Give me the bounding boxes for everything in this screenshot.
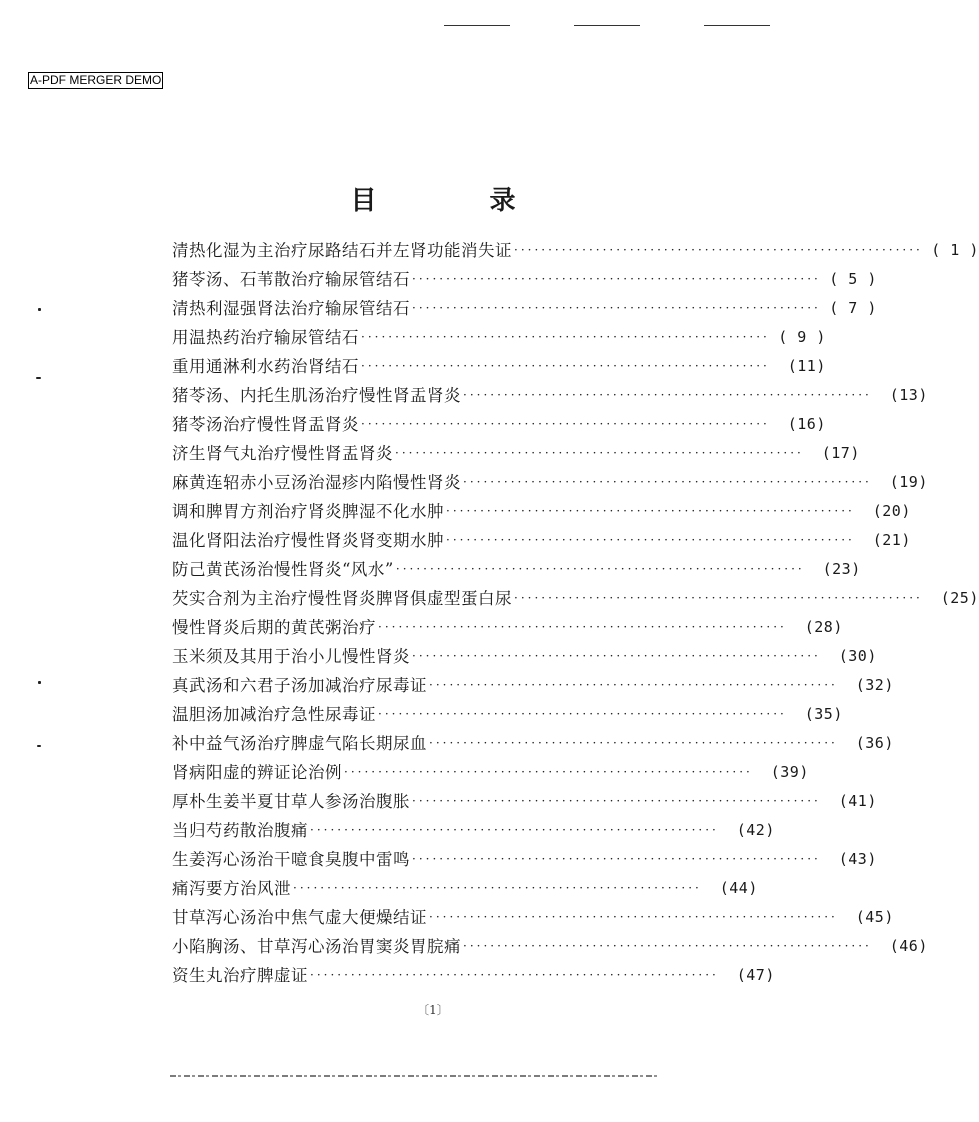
- toc-entry-page: ( 9 ): [778, 328, 826, 346]
- toc-entry-title: 补中益气汤治疗脾虚气陷长期尿血: [172, 734, 427, 753]
- toc-entry-page: (13): [889, 386, 928, 404]
- toc-entry-page: (42): [736, 821, 775, 839]
- toc-entry: [172, 700, 843, 729]
- toc-entry-title: 猪苓汤、石苇散治疗输尿管结石: [172, 270, 410, 289]
- toc-leader-dots: ····························································: [463, 388, 872, 402]
- toc-entry-title: 厚朴生姜半夏甘草人参汤治腹胀: [172, 792, 410, 811]
- toc-leader-dots: ····························································: [310, 968, 719, 982]
- toc-entry-title: 重用通淋利水药治肾结石: [172, 357, 359, 376]
- toc-entry: [172, 381, 928, 410]
- toc-leader-dots: ····························································: [412, 301, 821, 315]
- header-rule: [704, 25, 770, 26]
- toc-entry: [172, 816, 775, 845]
- toc-entry-title: 清热化湿为主治疗尿路结石并左肾功能消失证: [172, 241, 512, 260]
- toc-entry-title: 猪苓汤、内托生肌汤治疗慢性肾盂肾炎: [172, 386, 461, 405]
- toc-entry-page: (47): [736, 966, 775, 984]
- toc-entry: [172, 671, 894, 700]
- toc-entry-title: 生姜泻心汤治干噫食臭腹中雷鸣: [172, 850, 410, 869]
- toc-entry: [172, 584, 979, 613]
- toc-leader-dots: ····························································: [412, 794, 821, 808]
- toc-entry-page: (28): [804, 618, 843, 636]
- toc-entry: [172, 729, 894, 758]
- toc-leader-dots: ····························································: [412, 852, 821, 866]
- toc-entry-title: 用温热药治疗输尿管结石: [172, 328, 359, 347]
- toc-entry-title: 调和脾胃方剂治疗肾炎脾湿不化水肿: [172, 502, 444, 521]
- scan-speck: [38, 308, 41, 311]
- toc-leader-dots: ····························································: [514, 591, 923, 605]
- toc-entry: [172, 903, 894, 932]
- toc-entry: [172, 294, 877, 323]
- toc-entry-page: (45): [855, 908, 894, 926]
- toc-entry: [172, 236, 979, 265]
- toc-entry-page: (36): [855, 734, 894, 752]
- toc-entry: [172, 323, 826, 352]
- toc-entry-page: (44): [719, 879, 758, 897]
- toc-entry: [172, 497, 911, 526]
- toc-entry: [172, 410, 826, 439]
- page-title: 目 录: [350, 186, 568, 216]
- toc-entry: [172, 468, 928, 497]
- toc-entry-title: 资生丸治疗脾虚证: [172, 966, 308, 985]
- toc-entry-page: (35): [804, 705, 843, 723]
- toc-entry-page: ( 7 ): [829, 299, 877, 317]
- toc-leader-dots: ····························································: [446, 504, 855, 518]
- toc-entry: [172, 874, 758, 903]
- toc-entry: [172, 758, 809, 787]
- toc-entry-page: (17): [821, 444, 860, 462]
- toc-entry-page: (39): [770, 763, 809, 781]
- toc-entry: [172, 526, 911, 555]
- toc-entry-page: (41): [838, 792, 877, 810]
- toc-leader-dots: ····························································: [344, 765, 753, 779]
- toc-leader-dots: ····························································: [412, 272, 821, 286]
- toc-entry-page: ( 5 ): [829, 270, 877, 288]
- toc-leader-dots: ····························································: [429, 678, 838, 692]
- toc-entry-title: 当归芍药散治腹痛: [172, 821, 308, 840]
- toc-leader-dots: ····························································: [395, 562, 805, 576]
- toc-entry-page: (11): [787, 357, 826, 375]
- toc-entry-title: 真武汤和六君子汤加减治疗尿毒证: [172, 676, 427, 695]
- toc-leader-dots: ····························································: [378, 707, 787, 721]
- toc-entry: [172, 352, 826, 381]
- toc-entry-title: 肾病阳虚的辨证论治例: [172, 763, 342, 782]
- scan-artifact-line: [170, 1075, 660, 1077]
- toc-leader-dots: ····························································: [361, 359, 770, 373]
- toc-entry-page: (30): [838, 647, 877, 665]
- toc-leader-dots: ····························································: [463, 475, 872, 489]
- toc-entry: [172, 642, 877, 671]
- scan-speck: [38, 681, 41, 684]
- toc-leader-dots: ····························································: [361, 417, 770, 431]
- toc-leader-dots: ····························································: [395, 446, 804, 460]
- toc-entry-page: (19): [889, 473, 928, 491]
- toc-leader-dots: ····························································: [429, 736, 838, 750]
- toc-leader-dots: ····························································: [378, 620, 787, 634]
- toc-entry-page: (16): [787, 415, 826, 433]
- toc-entry-title: 麻黄连轺赤小豆汤治湿疹内陷慢性肾炎: [172, 473, 461, 492]
- page-number: 〔1〕: [417, 1003, 449, 1017]
- toc-entry-title: 痛泻要方治风泄: [172, 879, 291, 898]
- toc-entry-title: 清热利湿强肾法治疗输尿管结石: [172, 299, 410, 318]
- scan-speck: [36, 377, 41, 379]
- toc-leader-dots: ····························································: [463, 939, 872, 953]
- toc-entry-page: (43): [838, 850, 877, 868]
- toc-entry-title: 甘草泻心汤治中焦气虚大便燥结证: [172, 908, 427, 927]
- toc-leader-dots: ····························································: [361, 330, 770, 344]
- toc-leader-dots: ····························································: [412, 649, 821, 663]
- toc-entry: [172, 961, 775, 990]
- table-of-contents: [172, 236, 979, 990]
- toc-entry-page: (20): [872, 502, 911, 520]
- toc-leader-dots: ····························································: [446, 533, 855, 547]
- toc-entry-title: 猪苓汤治疗慢性肾盂肾炎: [172, 415, 359, 434]
- toc-entry-page: (23): [822, 560, 861, 578]
- toc-entry-title: 济生肾气丸治疗慢性肾盂肾炎: [172, 444, 393, 463]
- toc-entry: [172, 613, 843, 642]
- toc-entry-page: (46): [889, 937, 928, 955]
- toc-entry-page: (21): [872, 531, 911, 549]
- toc-entry-page: ( 1 ): [931, 241, 979, 259]
- scan-speck: [37, 745, 41, 747]
- toc-entry: [172, 845, 877, 874]
- toc-entry-title: 芡实合剂为主治疗慢性肾炎脾肾俱虚型蛋白尿: [172, 589, 512, 608]
- toc-entry-page: (32): [855, 676, 894, 694]
- toc-leader-dots: ····························································: [293, 881, 702, 895]
- toc-entry: [172, 555, 861, 584]
- toc-entry-title: 温化肾阳法治疗慢性肾炎肾变期水肿: [172, 531, 444, 550]
- toc-leader-dots: ····························································: [514, 243, 923, 257]
- toc-entry-page: (25): [940, 589, 979, 607]
- toc-entry: [172, 439, 860, 468]
- toc-leader-dots: ····························································: [429, 910, 838, 924]
- toc-entry-title: 玉米须及其用于治小儿慢性肾炎: [172, 647, 410, 666]
- watermark-label: A-PDF MERGER DEMO: [30, 73, 162, 87]
- toc-entry-title: 防己黄芪汤治慢性肾炎“风水”: [172, 560, 394, 579]
- toc-entry-title: 小陷胸汤、甘草泻心汤治胃窦炎胃脘痛: [172, 937, 461, 956]
- header-rule: [444, 25, 510, 26]
- toc-entry-title: 温胆汤加减治疗急性尿毒证: [172, 705, 376, 724]
- toc-entry: [172, 265, 877, 294]
- toc-entry-title: 慢性肾炎后期的黄芪粥治疗: [172, 618, 376, 637]
- header-rule: [574, 25, 640, 26]
- toc-entry: [172, 787, 877, 816]
- toc-entry: [172, 932, 928, 961]
- toc-leader-dots: ····························································: [310, 823, 719, 837]
